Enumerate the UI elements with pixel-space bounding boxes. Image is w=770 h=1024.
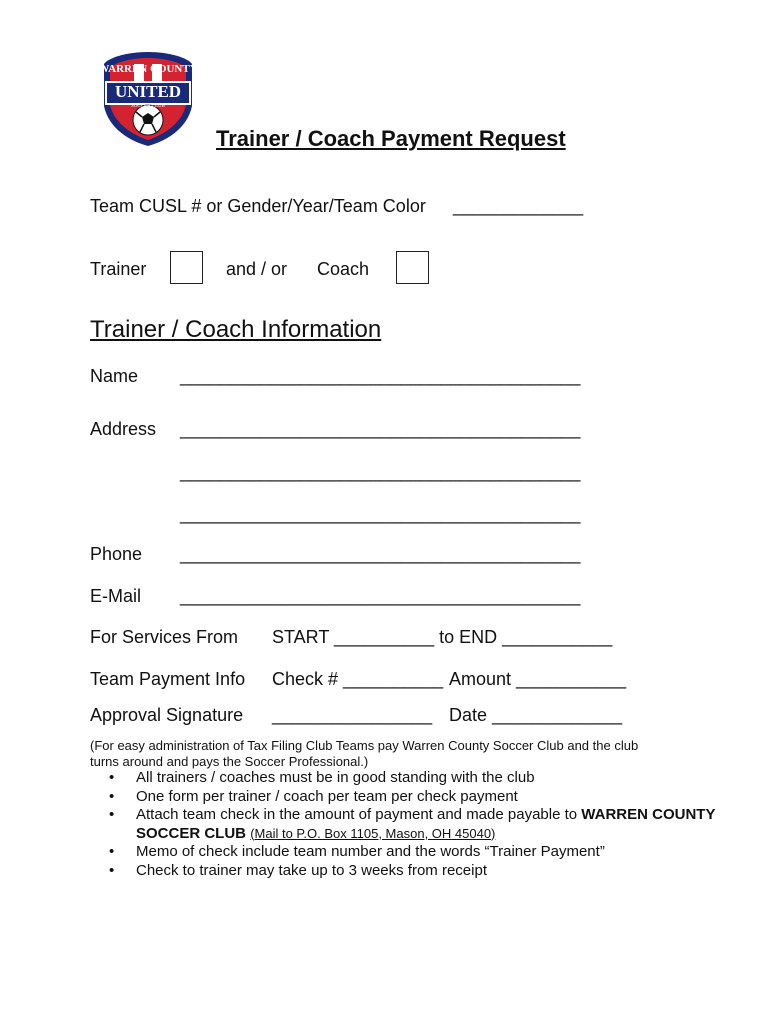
payee-name: WARREN COUNTY SOCCER CLUB xyxy=(136,806,716,842)
club-logo xyxy=(100,50,196,148)
phone-field[interactable]: ________________________________________ xyxy=(180,544,581,564)
email-label: E-Mail xyxy=(90,586,142,606)
coach-checkbox[interactable] xyxy=(396,251,429,284)
payment-label: Team Payment Info xyxy=(90,669,246,689)
list-item: • Check to trainer may take up to 3 weeks from receipt xyxy=(136,862,716,881)
svg-text:UNITED: UNITED xyxy=(114,82,182,101)
approval-label: Approval Signature xyxy=(90,705,244,725)
trainer-label: Trainer xyxy=(90,259,147,279)
svg-text:SOCCER CLUB: SOCCER CLUB xyxy=(130,104,166,109)
admin-note: (For easy administration of Tax Filing Club Teams pay Warren County Soccer Club and the club turns around and pays the Soccer Professional.) xyxy=(90,738,639,769)
services-dates-field[interactable]: START __________ to END ___________ xyxy=(272,627,613,647)
check-number-field[interactable]: Check # __________ xyxy=(272,669,444,689)
address-field-2[interactable]: ________________________________________ xyxy=(180,462,581,482)
name-label: Name xyxy=(90,366,139,386)
mailing-address: (Mail to P.O. Box 1105, Mason, OH 45040) xyxy=(250,825,496,841)
list-item: • One form per trainer / coach per team per check payment xyxy=(136,788,716,807)
instructions-list xyxy=(88,769,716,880)
trainer-checkbox[interactable] xyxy=(170,251,203,284)
list-item: • Memo of check include team number and the words “Trainer Payment” xyxy=(136,843,716,862)
email-field[interactable]: ________________________________________ xyxy=(180,586,581,606)
address-field-3[interactable]: ________________________________________ xyxy=(180,504,581,524)
section-heading: Trainer / Coach Information xyxy=(90,316,382,343)
approval-signature-field[interactable]: ________________ xyxy=(272,705,433,725)
address-label: Address xyxy=(90,419,157,439)
list-item: • Attach team check in the amount of payment and made payable to WARREN COUNTY SOCCER CLUB (Mail to P.O. Box 1105, Mason, OH 45040) xyxy=(136,806,716,843)
amount-field[interactable]: Amount ___________ xyxy=(449,669,627,689)
list-item: • All trainers / coaches must be in good standing with the club xyxy=(136,769,716,788)
page-title: Trainer / Coach Payment Request xyxy=(216,126,566,151)
team-label: Team CUSL # or Gender/Year/Team Color xyxy=(90,196,426,216)
and-or-label: and / or xyxy=(226,259,288,279)
svg-text:WARREN COUNTY: WARREN COUNTY xyxy=(100,63,196,75)
phone-label: Phone xyxy=(90,544,143,564)
date-field[interactable]: Date _____________ xyxy=(449,705,623,725)
address-field-1[interactable]: ________________________________________ xyxy=(180,419,581,439)
coach-label: Coach xyxy=(317,259,370,279)
team-input-line[interactable]: _____________ xyxy=(453,196,584,216)
services-label: For Services From xyxy=(90,627,239,647)
name-field[interactable]: ________________________________________ xyxy=(180,366,581,386)
